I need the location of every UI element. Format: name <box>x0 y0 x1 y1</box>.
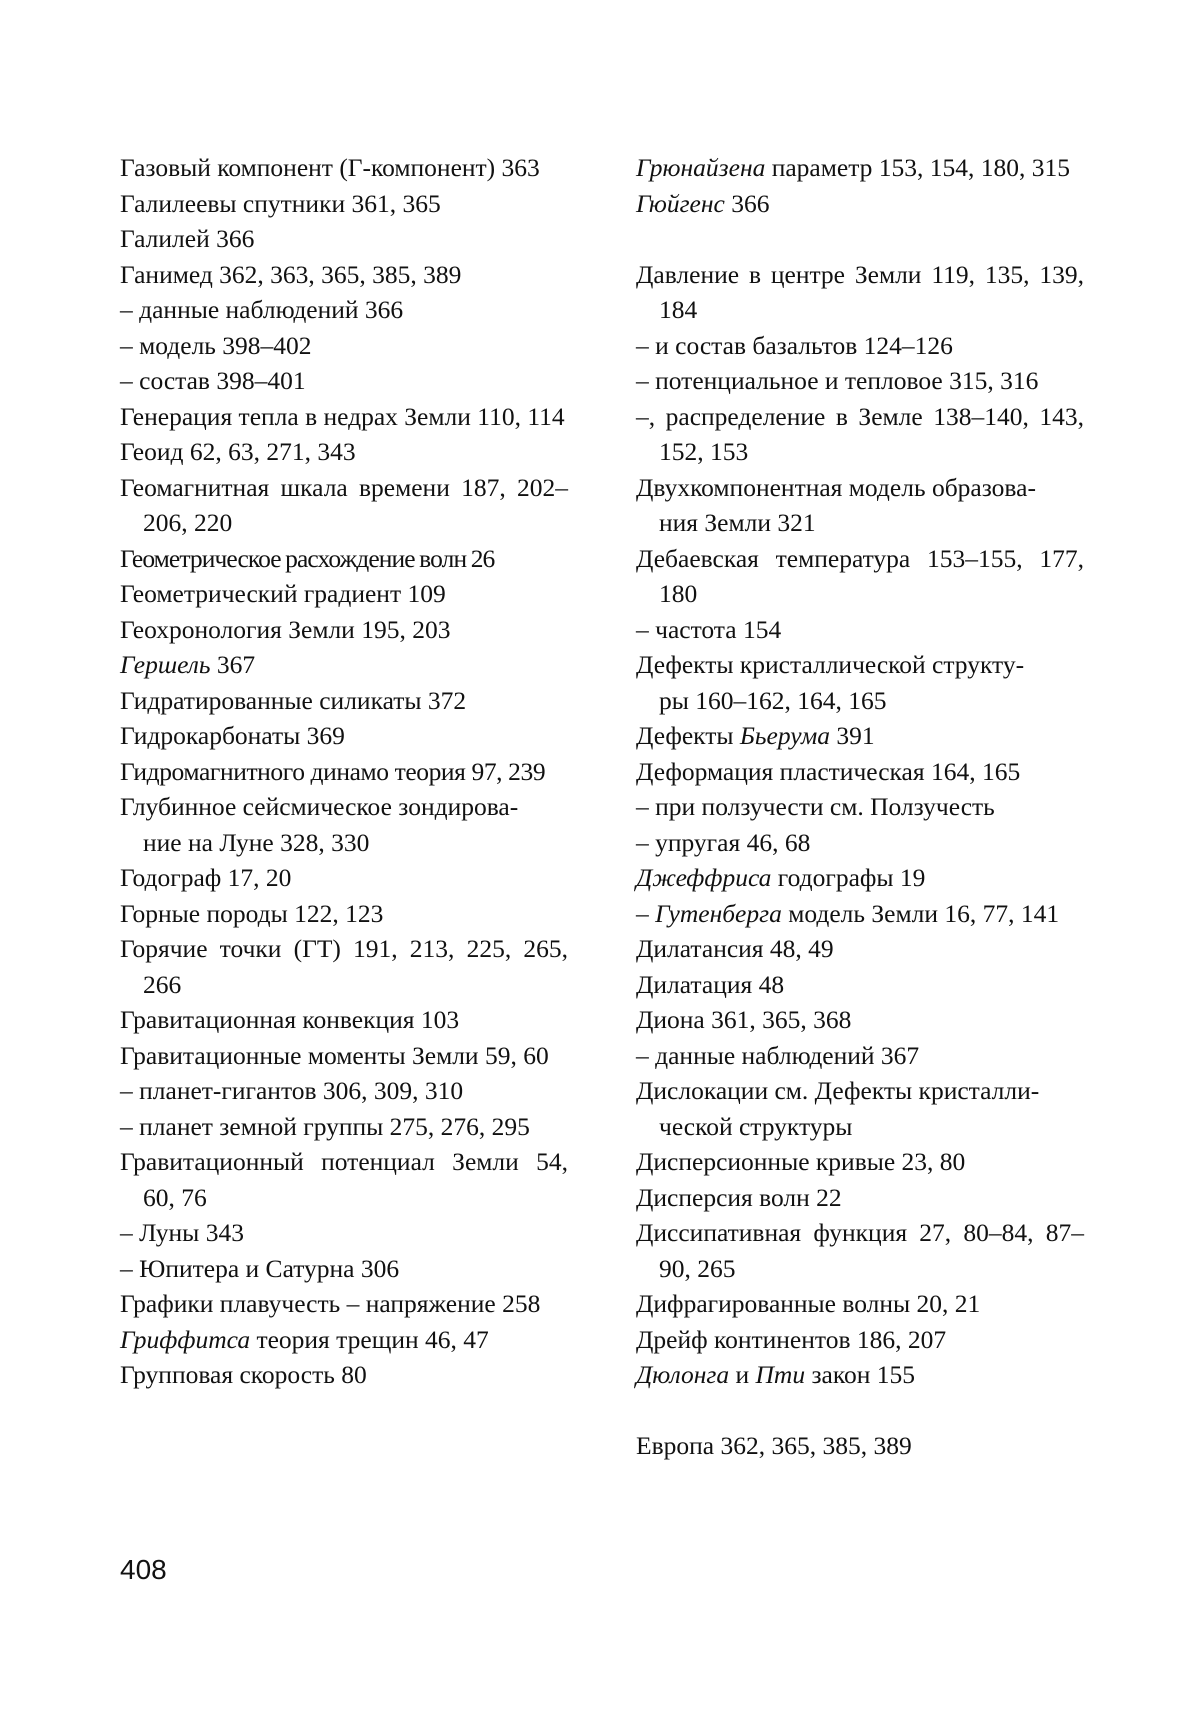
index-entry-name: Гюйгенс <box>636 188 725 218</box>
index-entry-text: – планет земной группы 275, 276, 295 <box>120 1111 530 1141</box>
index-entry-text: Европа 362, 365, 385, 389 <box>636 1431 912 1460</box>
index-entry-text: теория трещин 46, 47 <box>250 1324 489 1354</box>
index-entry-text: – при ползучести см. Ползучесть <box>636 792 995 821</box>
index-entry-text: 366 <box>724 188 770 218</box>
index-entry <box>636 931 1084 967</box>
index-entry <box>636 1357 1084 1393</box>
index-entry <box>636 1073 1084 1144</box>
index-entry-name: Гершель <box>120 650 211 679</box>
index-entry <box>636 789 1084 825</box>
index-entry-text: Гидромагнитного динамо теория 97, 239 <box>120 756 546 786</box>
index-entry <box>120 1251 568 1287</box>
index-entry-text: – данные наблюдений 367 <box>636 1040 920 1070</box>
index-entry <box>120 789 568 860</box>
index-entry <box>636 967 1084 1003</box>
index-entry-text: – модель 398–402 <box>120 330 312 360</box>
index-entry <box>636 541 1084 612</box>
index-entry-text: параметр 153, 154, 180, 315 <box>765 153 1071 182</box>
index-entry-text: – Юпитера и Сатурна 306 <box>120 1253 400 1283</box>
index-entry <box>636 718 1084 754</box>
index-entry <box>636 257 1084 328</box>
index-entry <box>120 1144 568 1215</box>
index-entry <box>636 470 1084 541</box>
index-entry <box>636 1428 1084 1464</box>
index-entry-text: Дебаевская температура 153–155, 177, 180 <box>636 543 1084 608</box>
index-entry <box>120 612 568 648</box>
index-entry <box>636 1322 1084 1358</box>
index-entry-text: Ганимед 362, 363, 365, 385, 389 <box>120 259 462 289</box>
index-entry-text: Гидратированные силикаты 372 <box>120 685 467 715</box>
index-entry-text: модель Земли 16, 77, 141 <box>781 898 1060 928</box>
index-entry <box>120 328 568 364</box>
index-entry <box>636 1038 1084 1074</box>
index-entry <box>636 1286 1084 1322</box>
index-entry-text: Деформация пластическая 164, 165 <box>636 756 1021 786</box>
index-entry <box>120 754 568 790</box>
index-entry <box>120 683 568 719</box>
index-entry-name: Пти <box>755 1360 806 1389</box>
index-entry-text: Гравитационный потенциал Земли 54, 60, 76 <box>120 1147 568 1212</box>
index-entry-text: Геохронология Земли 195, 203 <box>120 614 451 644</box>
index-entry-text: Дисперсия волн 22 <box>636 1182 842 1212</box>
index-letter-gap <box>636 221 1084 257</box>
index-entry-text: Дефекты кристаллической структу- <box>636 650 1025 679</box>
index-entry-name: Бьерума <box>739 721 830 750</box>
index-entry <box>120 1109 568 1145</box>
index-entry <box>120 1038 568 1074</box>
index-entry-text: Дифрагированные волны 20, 21 <box>636 1289 981 1318</box>
index-entry <box>636 399 1084 470</box>
index-entry <box>120 576 568 612</box>
index-entry-text: ние на Луне 328, 330 <box>143 827 370 857</box>
index-entry-text: закон 155 <box>805 1360 915 1389</box>
index-entry-name: Гутенберга <box>655 898 782 928</box>
index-entry <box>120 1286 568 1322</box>
index-entry-text: – потенциальное и тепловое 315, 316 <box>636 366 1039 395</box>
index-entry <box>120 257 568 293</box>
index-entry <box>636 1144 1084 1180</box>
index-entry-text: Генерация тепла в недрах Земли 110, 114 <box>120 401 565 431</box>
page-number: 408 <box>120 1554 167 1585</box>
index-entry-text: – и состав базальтов 124–126 <box>636 330 953 360</box>
index-entry <box>120 1073 568 1109</box>
index-entry-text: ния Земли 321 <box>659 508 816 537</box>
index-letter-gap <box>636 1393 1084 1429</box>
index-entry <box>120 931 568 1002</box>
index-entry-text: Дилатация 48 <box>636 969 785 999</box>
index-entry <box>120 718 568 754</box>
index-entry-text: Дрейф континентов 186, 207 <box>636 1324 947 1354</box>
index-entry <box>120 470 568 541</box>
index-entry <box>120 896 568 932</box>
index-entry-text: 367 <box>210 650 256 679</box>
index-entry-name: Дюлонга <box>636 1360 730 1389</box>
index-entry-text: ры 160–162, 164, 165 <box>659 685 887 715</box>
index-entry <box>636 328 1084 364</box>
index-entry-text: – <box>636 898 656 928</box>
index-entry <box>120 1322 568 1358</box>
index-entry <box>120 292 568 328</box>
index-entry-text: Гравитационная конвекция 103 <box>120 1005 460 1034</box>
index-entry-text: Горные породы 122, 123 <box>120 898 384 928</box>
index-entry-text: Глубинное сейсмическое зондирова- <box>120 792 519 821</box>
index-entry-text: Галилеевы спутники 361, 365 <box>120 188 441 218</box>
index-entry-text: Галилей 366 <box>120 224 255 253</box>
index-entry-name: Грюнайзена <box>636 153 766 182</box>
index-entry-name: Гриффитса <box>120 1324 251 1354</box>
index-entry <box>636 150 1084 186</box>
index-entry-text: Групповая скорость 80 <box>120 1360 367 1389</box>
index-entry-text: Геометрическое расхождение волн 26 <box>120 543 495 573</box>
index-entry-text: – частота 154 <box>636 614 782 644</box>
index-entry <box>120 186 568 222</box>
index-entry-text: –, распределение в Земле 138–140, 143, 152, 153 <box>636 401 1084 466</box>
index-entry-text: Гравитационные моменты Земли 59, 60 <box>120 1040 549 1070</box>
index-entry <box>636 754 1084 790</box>
index-entry-text: Геомагнитная шкала времени 187, 202–206, 220 <box>120 472 568 537</box>
index-entry-text: Газовый компонент (Г-компонент) 363 <box>120 153 540 182</box>
index-entry-text: и <box>729 1360 756 1389</box>
index-entry <box>636 860 1084 896</box>
index-entry-text: – состав 398–401 <box>120 366 306 395</box>
index-entry-text: – Луны 343 <box>120 1218 244 1247</box>
index-entry <box>636 825 1084 861</box>
index-entry-text: Диссипативная функция 27, 80–84, 87–90, 265 <box>636 1218 1084 1283</box>
index-entry <box>120 363 568 399</box>
index-entry-text: Геометрический градиент 109 <box>120 579 446 608</box>
index-entry <box>120 860 568 896</box>
index-entry <box>120 434 568 470</box>
index-entry <box>636 1215 1084 1286</box>
index-entry-text: Дефекты <box>636 721 740 750</box>
index-entry <box>120 1002 568 1038</box>
index-entry-text: – данные наблюдений 366 <box>120 295 404 324</box>
index-column-left <box>120 150 568 1393</box>
index-entry-text: Двухкомпонентная модель образова- <box>636 472 1036 502</box>
index-entry-text: ческой структуры <box>659 1111 853 1141</box>
index-entry-text: Давление в центре Земли 119, 135, 139, 184 <box>636 259 1084 324</box>
index-entry-text: Горячие точки (ГТ) 191, 213, 225, 265, 266 <box>120 934 568 999</box>
index-entry <box>636 647 1084 718</box>
index-entry <box>120 150 568 186</box>
index-entry-text: Гидрокарбонаты 369 <box>120 721 345 750</box>
index-entry-text: Графики плавучесть – напряжение 258 <box>120 1289 541 1318</box>
index-entry-text: – упругая 46, 68 <box>636 827 811 857</box>
index-entry <box>636 1002 1084 1038</box>
index-entry <box>120 1215 568 1251</box>
index-entry <box>120 221 568 257</box>
index-entry <box>636 612 1084 648</box>
index-entry <box>636 1180 1084 1216</box>
index-entry-text: Диона 361, 365, 368 <box>636 1005 852 1034</box>
index-column-right <box>636 150 1084 1464</box>
index-entry <box>120 647 568 683</box>
index-entry <box>636 363 1084 399</box>
index-entry-text: Дилатансия 48, 49 <box>636 934 834 963</box>
index-entry-text: Дислокации см. Дефекты кристалли- <box>636 1076 1040 1105</box>
index-entry-text: Геоид 62, 63, 271, 343 <box>120 437 356 466</box>
index-entry-text: 391 <box>829 721 875 750</box>
index-entry <box>120 1357 568 1393</box>
index-entry <box>120 541 568 577</box>
index-entry-text: годографы 19 <box>771 863 926 892</box>
index-entry <box>120 399 568 435</box>
index-entry-name: Джеффриса <box>636 863 772 892</box>
index-entry <box>636 186 1084 222</box>
index-entry-text: – планет-гигантов 306, 309, 310 <box>120 1076 464 1105</box>
index-entry <box>636 896 1084 932</box>
index-entry-text: Дисперсионные кривые 23, 80 <box>636 1147 966 1176</box>
index-entry-text: Годограф 17, 20 <box>120 863 292 892</box>
